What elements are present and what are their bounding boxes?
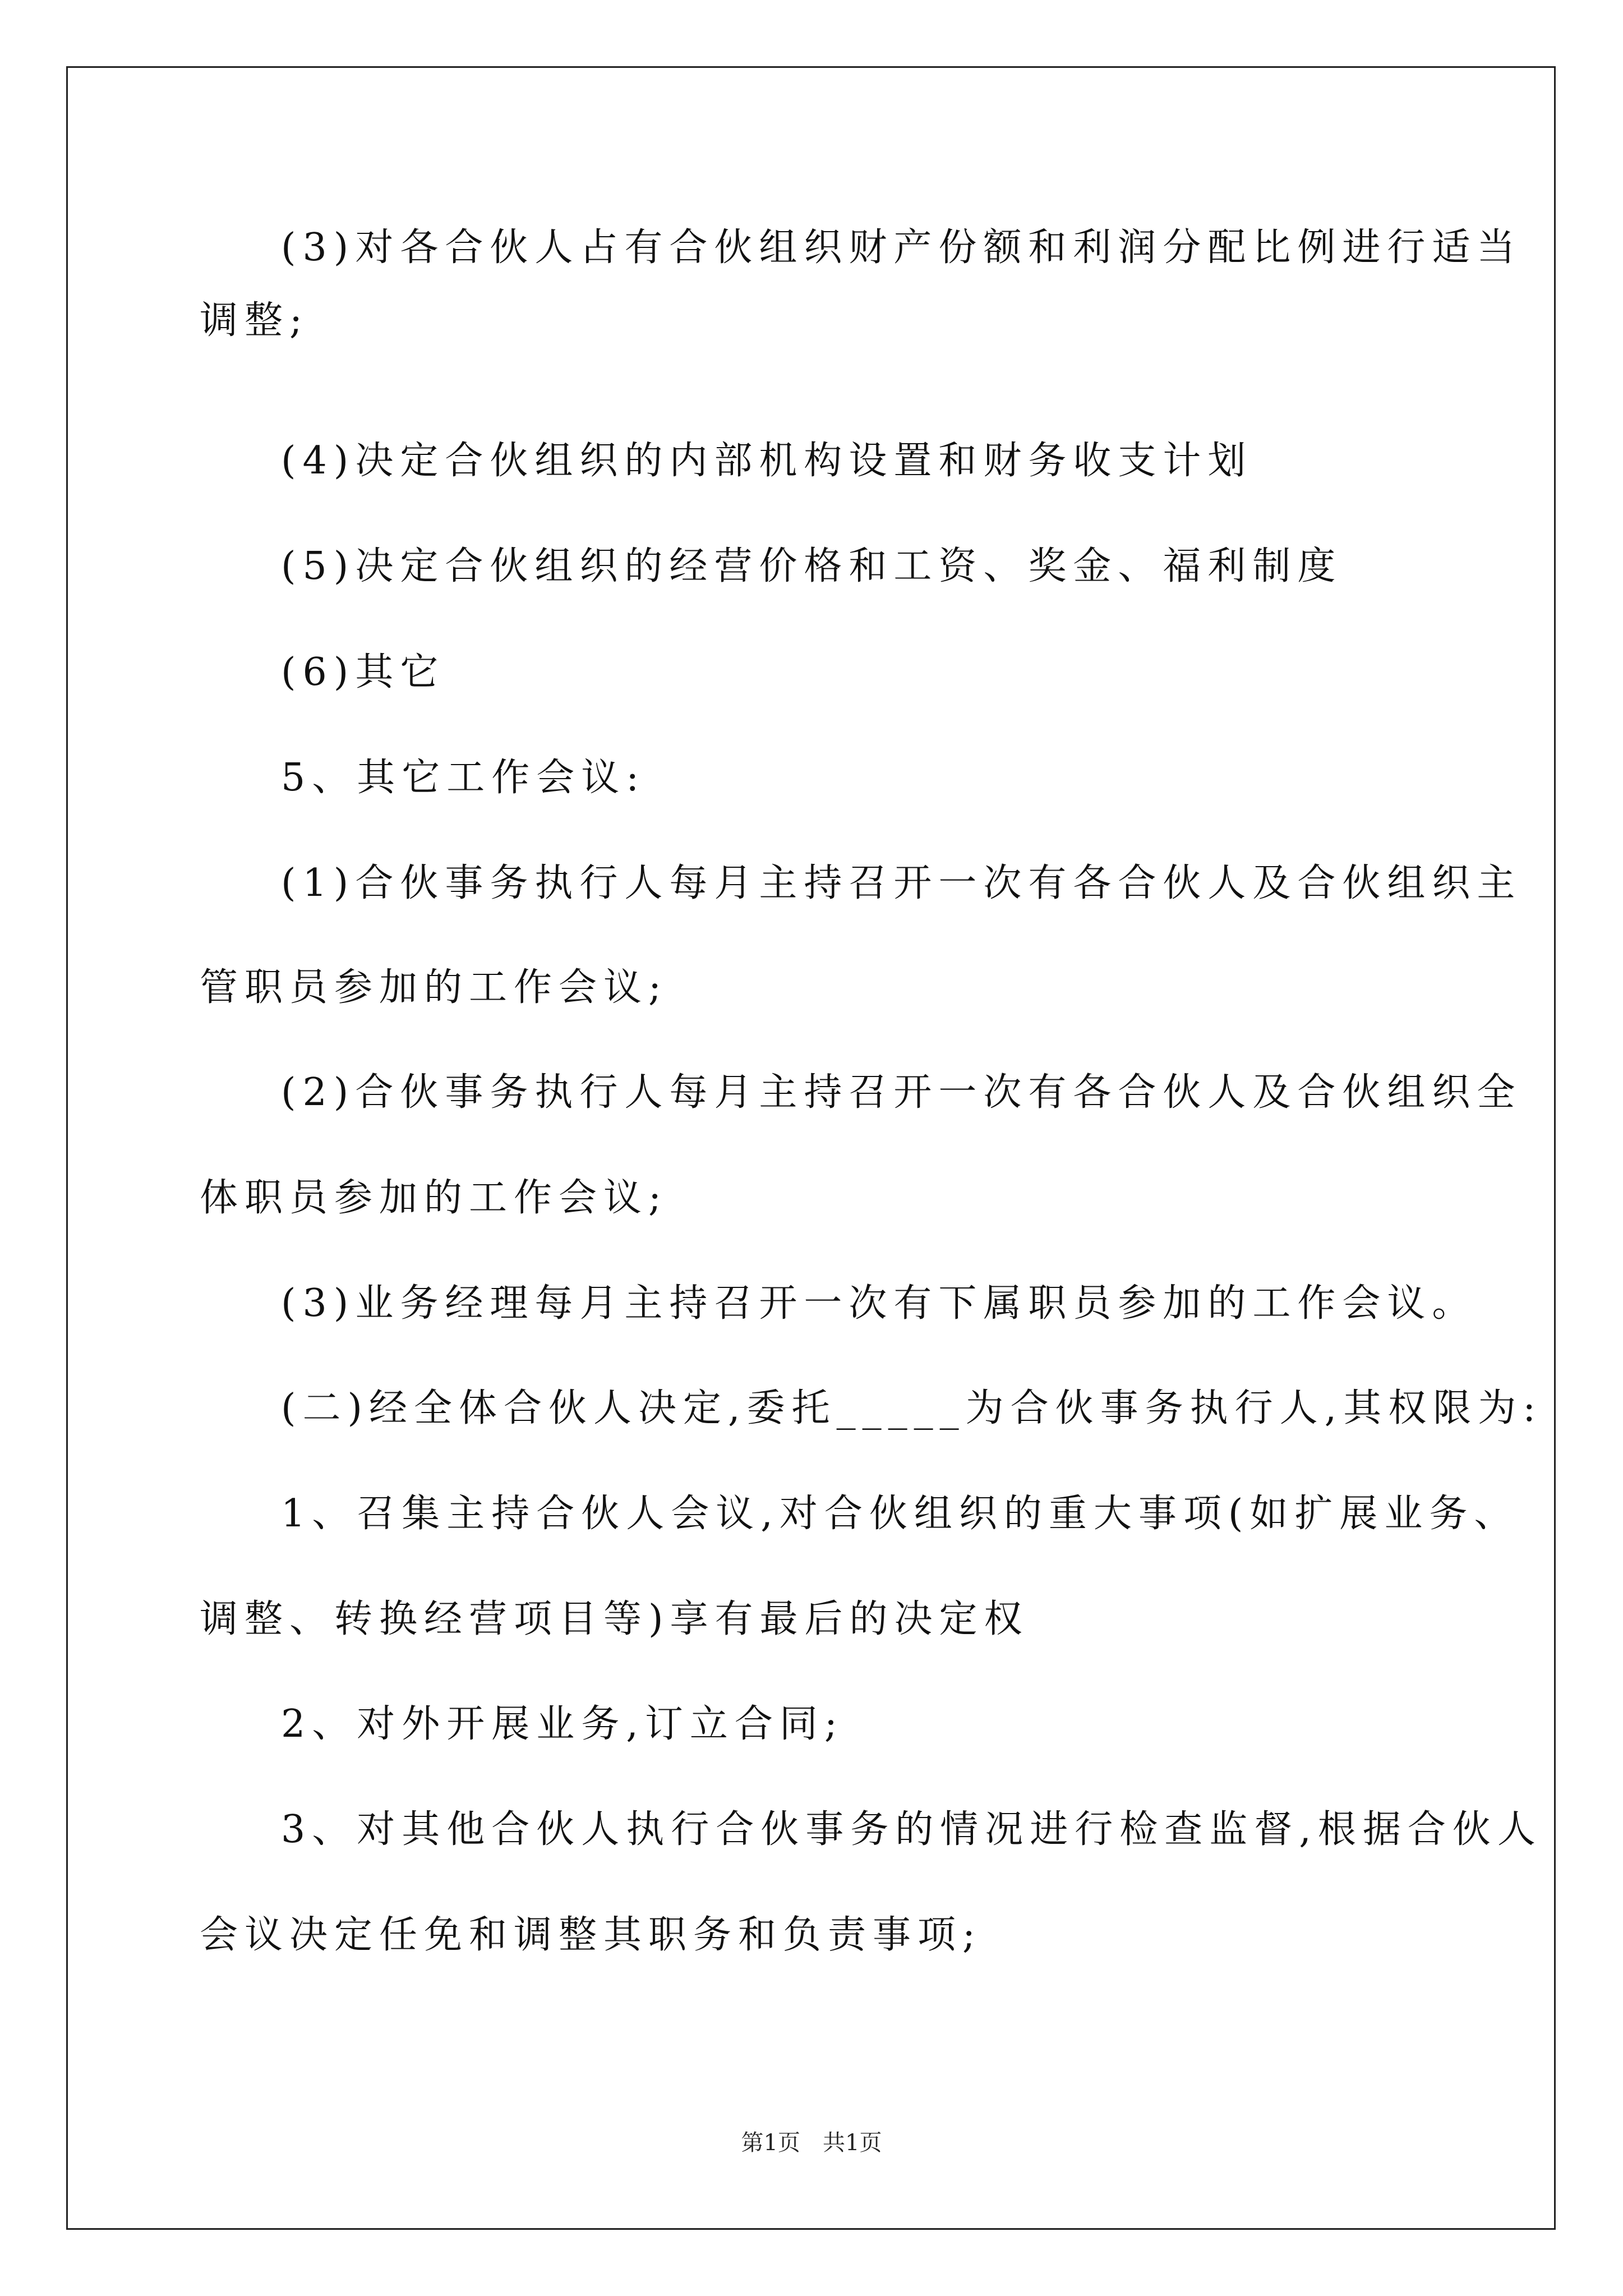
paragraph-line: (3)对各合伙人占有合伙组织财产份额和利润分配比例进行适当: [281, 226, 1522, 270]
paragraph-line: 5、其它工作会议:: [281, 756, 646, 800]
paragraph-line: 1、召集主持合伙人会议,对合伙组织的重大事项(如扩展业务、: [281, 1492, 1519, 1536]
paragraph-line: (5)决定合伙组织的经营价格和工资、奖金、福利制度: [281, 544, 1343, 588]
paragraph-line: 2、对外开展业务,订立合同;: [281, 1702, 844, 1746]
paragraph-line: 3、对其他合伙人执行合伙事务的情况进行检查监督,根据合伙人: [281, 1807, 1542, 1852]
paragraph-line: 体职员参加的工作会议;: [200, 1176, 668, 1220]
paragraph-line: (3)业务经理每月主持召开一次有下属职员参加的工作会议。: [281, 1281, 1477, 1326]
paragraph-line: 调整、转换经营项目等)享有最后的决定权: [200, 1597, 1029, 1641]
paragraph-line: 会议决定任免和调整其职务和负责事项;: [200, 1913, 982, 1957]
paragraph-line: (1)合伙事务执行人每月主持召开一次有各合伙人及合伙组织主: [281, 861, 1522, 905]
paragraph-line: (2)合伙事务执行人每月主持召开一次有各合伙人及合伙组织全: [281, 1070, 1522, 1115]
page-footer: 第1页 共1页: [741, 2130, 882, 2156]
paragraph-line: (4)决定合伙组织的内部机构设置和财务收支计划: [281, 439, 1253, 483]
paragraph-line: (6)其它: [281, 650, 445, 694]
page-border: [66, 66, 1556, 2230]
paragraph-line: (二)经全体合伙人决定,委托_____为合伙事务执行人,其权限为:: [281, 1386, 1543, 1430]
paragraph-line: 调整;: [200, 298, 309, 343]
paragraph-line: 管职员参加的工作会议;: [200, 965, 668, 1010]
